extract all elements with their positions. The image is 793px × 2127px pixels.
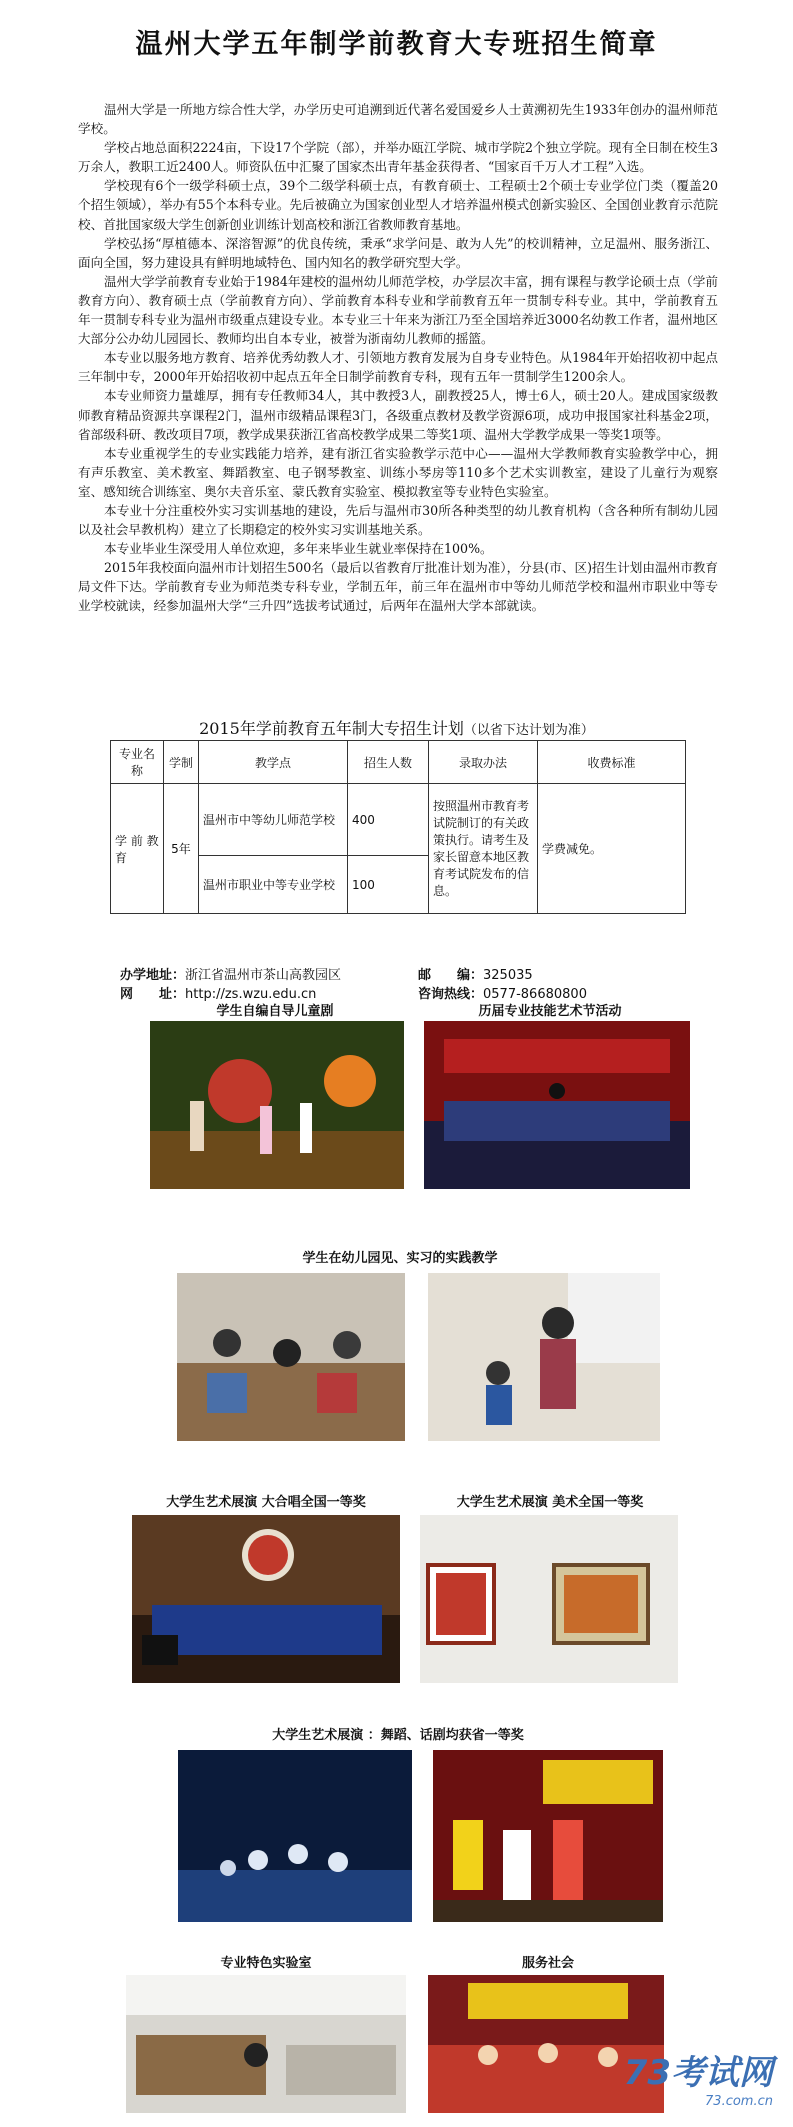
header-cell: 录取办法 [429,741,538,784]
photo-caption: 服务社会 [521,1956,574,1971]
paragraph: 本专业以服务地方教育、培养优秀幼教人才、引领地方教育发展为自身专业特色。从1984年开始招收初中起点三年制中专，2000年开始招收初中起点五年全日制学前教育专科，现有五年一贯制学生1200余人。 [78,350,718,385]
address-line: 办学地址：浙江省温州市茶山高教园区 [120,968,342,983]
plan-title [0,716,793,739]
enrollment-plan-table [110,740,686,914]
kindergarten-practice-photo [177,1273,405,1441]
header-cell: 专业名称 [111,741,164,784]
photo-caption: 大学生艺术展演 ：舞蹈、话剧均获省一等奖 [272,1728,524,1743]
paragraph: 2015年我校面向温州市计划招生500名（最后以省教育厅批准计划为准），分县(市、区)招生计划由温州市教育局文件下达。学前教育专业为师范类专科专业，学制五年，前三年在温州市中等幼儿师范学校和温州市职业中等专业学校就读，经参加温州大学“三升四”选拔考试通过，后两年在温州大学本部就读。 [78,560,718,614]
site-cell: 温州市中等幼儿师范学校 [199,784,348,856]
fee-cell: 学费减免。 [538,784,686,914]
photo-caption: 专业特色实验室 [220,1956,312,1971]
chorus-photo [132,1515,400,1683]
photo-caption: 学生自编自导儿童剧 [216,1004,334,1019]
major-cell: 学 前 教育 [111,784,164,914]
duration-cell: 5年 [164,784,199,914]
children-drama-photo [150,1021,404,1189]
postcode-line: 邮 编：325035 [418,968,533,983]
header-cell: 收费标准 [538,741,686,784]
paragraph: 本专业十分注重校外实习实训基地的建设，先后与温州市30所各种类型的幼儿教育机构（含各种所有制幼儿园以及社会早教机构）建立了长期稳定的校外实习实训基地关系。 [78,502,718,538]
photo-caption: 学生在幼儿园见、实习的实践教学 [302,1251,498,1266]
header-cell: 学制 [164,741,199,784]
plan-title-text: 2015年学前教育五年制大专招生计划 [199,719,464,738]
admission-cell: 按照温州市教育考试院制订的有关政策执行。请考生及家长留意本地区教育考试院发布的信息。 [429,784,538,914]
header-cell: 教学点 [199,741,348,784]
count-cell: 400 [348,784,429,856]
hotline-value: 0577-86680800 [483,987,587,1002]
website-link[interactable]: http://zs.wzu.edu.cn [185,987,317,1002]
paragraph: 本专业毕业生深受用人单位欢迎，多年来毕业生就业率保持在100%。 [104,541,493,557]
plan-note: （以省下达计划为准） [463,723,594,738]
header-cell: 招生人数 [348,741,429,784]
art-festival-photo [424,1021,690,1189]
website-line: 网 址：http://zs.wzu.edu.cn [120,987,317,1002]
lab-photo [126,1975,406,2113]
photo-caption: 历届专业技能艺术节活动 [478,1004,622,1019]
photo-caption: 大学生艺术展演 美术全国一等奖 [456,1495,644,1510]
table-row [111,784,686,856]
page-title: 温州大学五年制学前教育大专班招生简章 [135,29,658,60]
paragraph: 本专业师资力量雄厚，拥有专任教师34人，其中教授3人，副教授25人，博士6人，硕士20人。建成国家级教师教育精品资源共享课程2门，温州市级精品课程3门，各级重点教材及教学资源6项，成功申报国家社科基金2项，省部级科研、教改项目7项，教学成果获浙江省高校教学成果二等奖1项、温州大学教学成果一等奖1项等。 [78,388,718,442]
dance-photo [178,1750,412,1922]
hotline-line: 咨询热线：0577-86680800 [418,987,587,1002]
address-value: 浙江省温州市茶山高教园区 [185,968,342,983]
paragraph: 温州大学学前教育专业始于1984年建校的温州幼儿师范学校，办学层次丰富，拥有课程与教学论硕士点（学前教育方向）、教育硕士点（学前教育方向）、学前教育本科专业和学前教育五年一贯制专科专业。其中，学前教育五年一贯制专科专业为温州市级重点建设专业。本专业三十年来为浙江乃至全国培养近3000名幼教工作者，温州地区大部分公办幼儿园园长、教师均出自本专业，被誉为浙南幼儿教师的摇篮。 [78,273,718,347]
intro-text [78,100,718,616]
photo-caption: 大学生艺术展演 大合唱全国一等奖 [166,1495,366,1510]
paragraph: 学校弘扬“厚植德本、深溶智源”的优良传统，秉承“求学问是、敢为人先”的校训精神，立足温州、服务浙江、面向全国，努力建设具有鲜明地域特色、国内知名的教学研究型大学。 [78,235,718,270]
count-cell: 100 [348,856,429,914]
watermark-brand: 73考试网 [623,2053,773,2093]
watermark-url: 73.com.cn [705,2094,773,2109]
paragraph: 学校现有6个一级学科硕士点，39个二级学科硕士点，有教育硕士、工程硕士2个硕士专业学位门类（覆盖20个招生领域），举办有55个本科专业。先后被确立为国家创业型人才培养温州模式创新实验区、全国创业教育示范院校、首批国家级大学生创新创业训练计划高校和浙江省教师教育基地。 [78,178,718,232]
site-watermark [624,2045,773,2109]
paragraph: 本专业重视学生的专业实践能力培养，建有浙江省实验教学示范中心——温州大学教师教育实验教学中心，拥有声乐教室、美术教室、舞蹈教室、电子钢琴教室、训练小琴房等110多个艺术实训教室，建设了儿童行为观察室、感知统合训练室、奥尔夫音乐室、蒙氏教育实验室、模拟教室等专业特色实验室。 [78,445,718,499]
art-exhibition-photo [420,1515,678,1683]
site-cell: 温州市职业中等专业学校 [199,856,348,914]
paragraph: 学校占地总面积2224亩，下设17个学院（部），并举办瓯江学院、城市学院2个独立学院。现有全日制在校生3万余人，教职工近2400人。师资队伍中汇聚了国家杰出青年基金获得者、“国家百千万人才工程”入选。 [78,140,718,175]
postcode-value: 325035 [483,968,533,983]
classroom-teaching-photo [428,1273,660,1441]
paragraph: 温州大学是一所地方综合性大学，办学历史可追溯到近代著名爱国爱乡人士黄溯初先生1933年创办的温州师范学校。 [78,102,718,137]
table-header-row [111,741,686,784]
drama-photo [433,1750,663,1922]
